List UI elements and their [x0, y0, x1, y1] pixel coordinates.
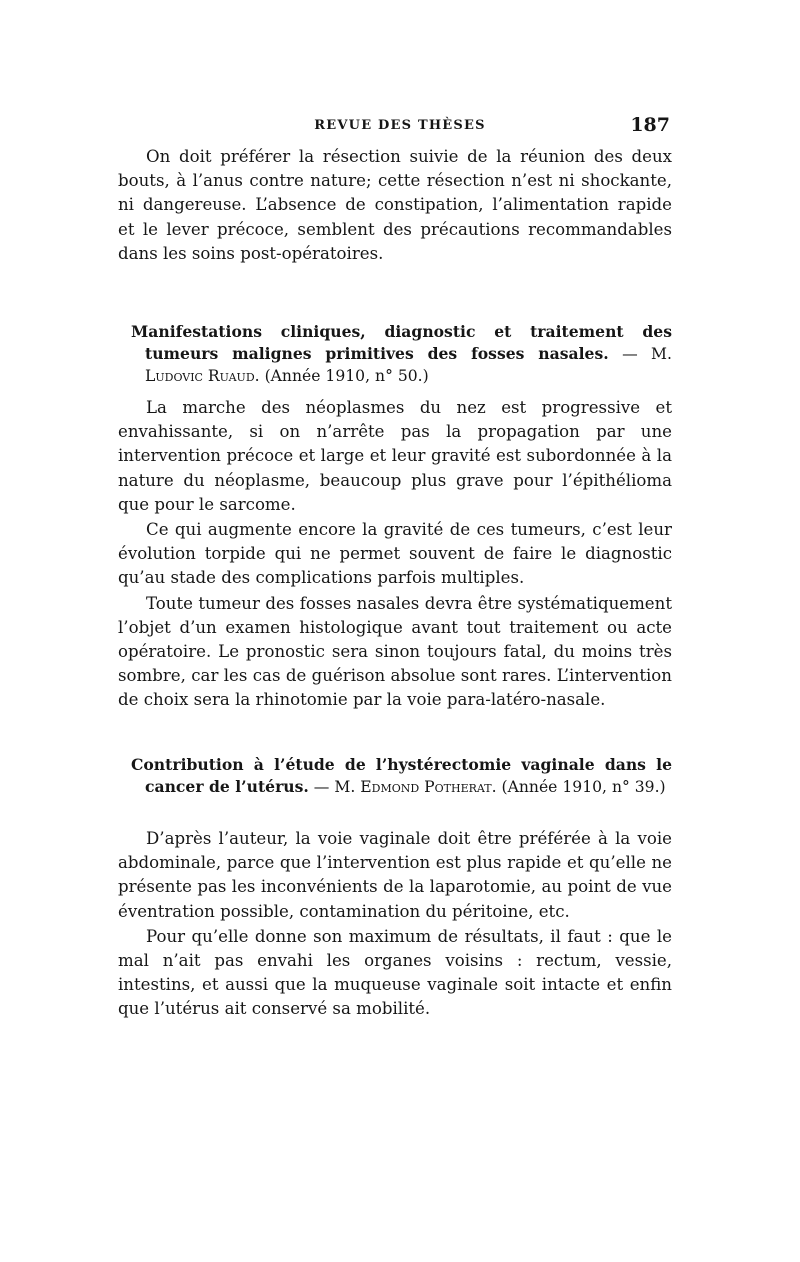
section-3-heading: [131, 754, 672, 798]
section-1-body: [118, 145, 672, 266]
heading-dash: —: [622, 345, 638, 364]
running-header: [130, 116, 670, 140]
heading-text: [131, 321, 672, 388]
page-number: 187: [630, 114, 670, 136]
thesis-reference: (Année 1910, n° 50.): [264, 367, 429, 386]
author-name: Ludovic Ruaud.: [145, 367, 260, 386]
heading-title: Contribution à l’étude de l’hystérectomie vaginale dans le cancer de l’utérus.: [131, 755, 672, 797]
heading-title: Manifestations cliniques, diagnostic et traitement des tumeurs malignes primitives des fosses nasales.: [131, 322, 672, 364]
heading-dash: —: [313, 778, 330, 797]
thesis-reference: (Année 1910, n° 39.): [501, 778, 666, 797]
section-3-body: [118, 827, 672, 1022]
author-name: Edmond Potherat.: [360, 778, 497, 797]
heading-text: [131, 754, 672, 798]
author-prefix: M.: [651, 345, 672, 364]
author-prefix: M.: [334, 778, 356, 797]
paragraph: D’après l’auteur, la voie vaginale doit être préférée à la voie abdominale, parce que l’intervention est plus rapide et qu’elle ne présente pas les inconvénients de la laparotomie, au point de vue éventration possible, contamination du péritoine, etc.: [118, 829, 672, 921]
paragraph: La marche des néoplasmes du nez est progressive et envahissante, si on n’arrête pas la propagation par une intervention précoce et large et leur gravité est subordonnée à la nature du néoplasme, beaucoup plus grave pour l’épithélioma que pour le sarcome.: [118, 398, 672, 514]
running-title: REVUE DES THÈSES: [314, 118, 486, 133]
paragraph: Ce qui augmente encore la gravité de ces tumeurs, c’est leur évolution torpide qui ne permet souvent de faire le diagnostic qu’au stade des complications parfois multiples.: [118, 520, 672, 588]
paragraph: Pour qu’elle donne son maximum de résultats, il faut : que le mal n’ait pas envahi les organes voisins : rectum, vessie, intestins, et aussi que la muqueuse vaginale soit intacte et enfin que l’utérus ait conservé sa mobilité.: [118, 926, 672, 1019]
paragraph: On doit préférer la résection suivie de la réunion des deux bouts, à l’anus contre nature; cette résection n’est ni shockante, ni dangereuse. L’absence de constipation, l’alimentation rapide et le lever précoce, semblent des précautions recommandables dans les soins post-opératoires.: [118, 147, 672, 263]
section-2-body: [118, 396, 672, 713]
paragraph: Toute tumeur des fosses nasales devra être systématiquement l’objet d’un examen histologique avant tout traitement ou acte opératoire. Le pronostic sera sinon toujours fatal, du moins très sombre, car les cas de guérison absolue sont rares. L’intervention de choix sera la rhinotomie par la voie para-latéro-nasale.: [118, 593, 672, 710]
section-2-heading: [131, 321, 672, 388]
